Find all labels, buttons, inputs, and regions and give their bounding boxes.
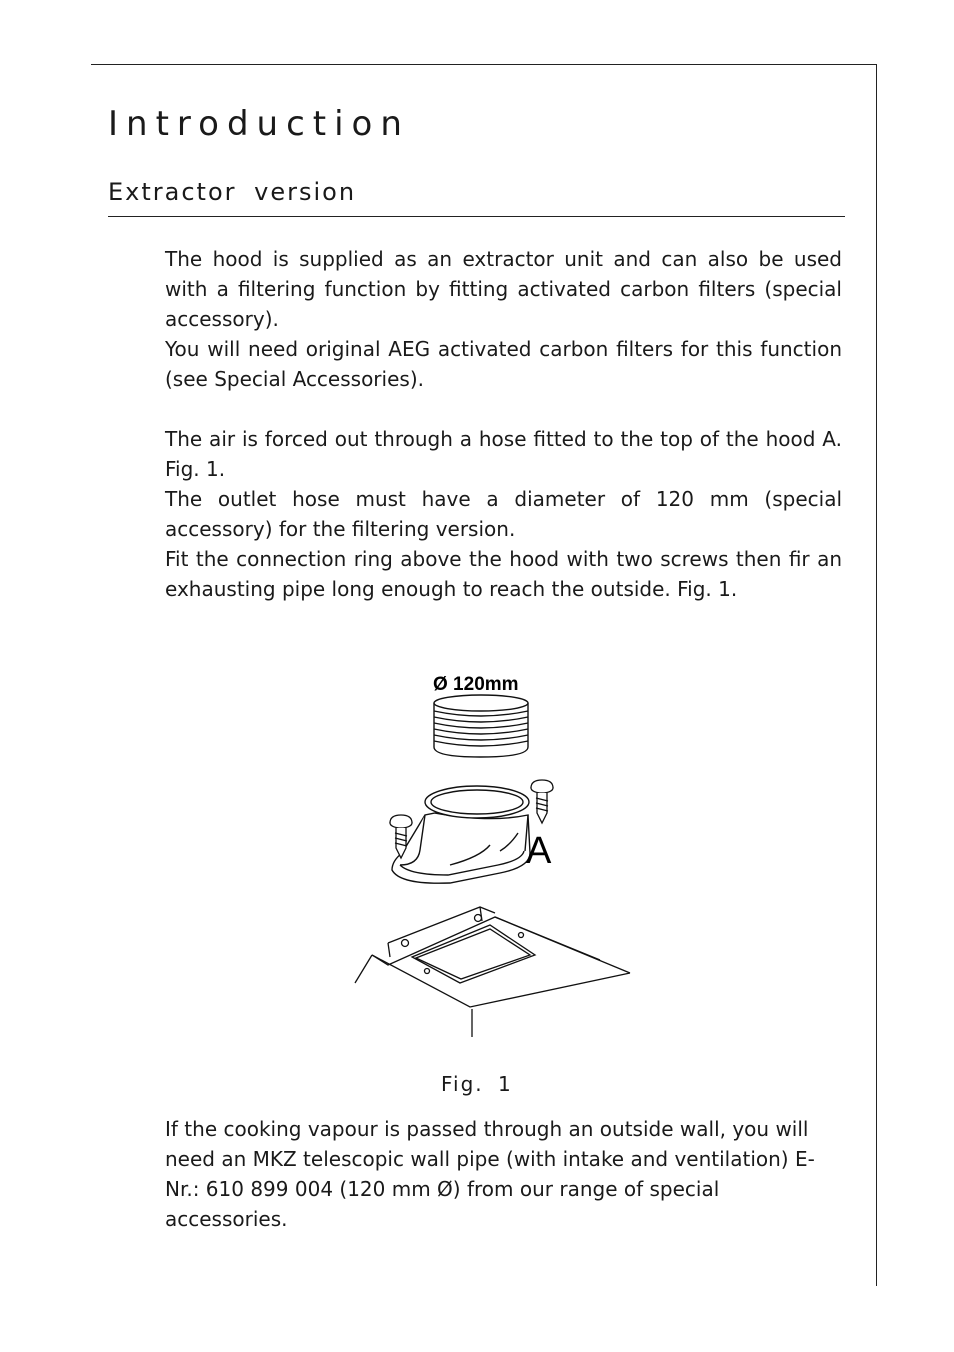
section-rule bbox=[108, 216, 845, 217]
paragraph-wall-pipe: If the cooking vapour is passed through an outside wall, you will need an MKZ telescopic wall pipe (with intake and ventilation) E-Nr.: 610 899 004 (120 mm Ø) from our range of special accessories. bbox=[165, 1117, 815, 1231]
connection-ring-icon bbox=[392, 786, 530, 883]
part-a-label: A bbox=[526, 830, 552, 872]
intro-text bbox=[165, 244, 842, 604]
page-top-rule bbox=[91, 64, 877, 65]
page-right-rule bbox=[876, 64, 877, 1286]
paragraph-air-hose: The air is forced out through a hose fitted to the top of the hood A. Fig. 1. bbox=[165, 427, 842, 481]
page-title: Introduction bbox=[108, 104, 410, 144]
section-subtitle: Extractor version bbox=[108, 178, 357, 206]
closing-text bbox=[165, 1114, 842, 1234]
paragraph-hose-diameter: The outlet hose must have a diameter of 120 mm (special accessory) for the filtering version. bbox=[165, 487, 842, 541]
hose-icon bbox=[434, 695, 528, 757]
paragraph-connection-ring: Fit the connection ring above the hood with two screws then fir an exhausting pipe long enough to reach the outside. Fig. 1. bbox=[165, 547, 842, 601]
hood-top-icon bbox=[355, 907, 630, 1037]
paragraph-supply: The hood is supplied as an extractor unit and can also be used with a filtering function by fitting activated carbon filters (special accessory). bbox=[165, 247, 842, 331]
screw-icon bbox=[531, 780, 553, 823]
hose-diameter-label: Ø 120mm bbox=[433, 674, 519, 695]
paragraph-carbon-filters: You will need original AEG activated carbon filters for this function (see Special Accessories). bbox=[165, 337, 842, 391]
figure-1-illustration bbox=[340, 665, 650, 1045]
figure-caption: Fig. 1 bbox=[441, 1072, 513, 1096]
